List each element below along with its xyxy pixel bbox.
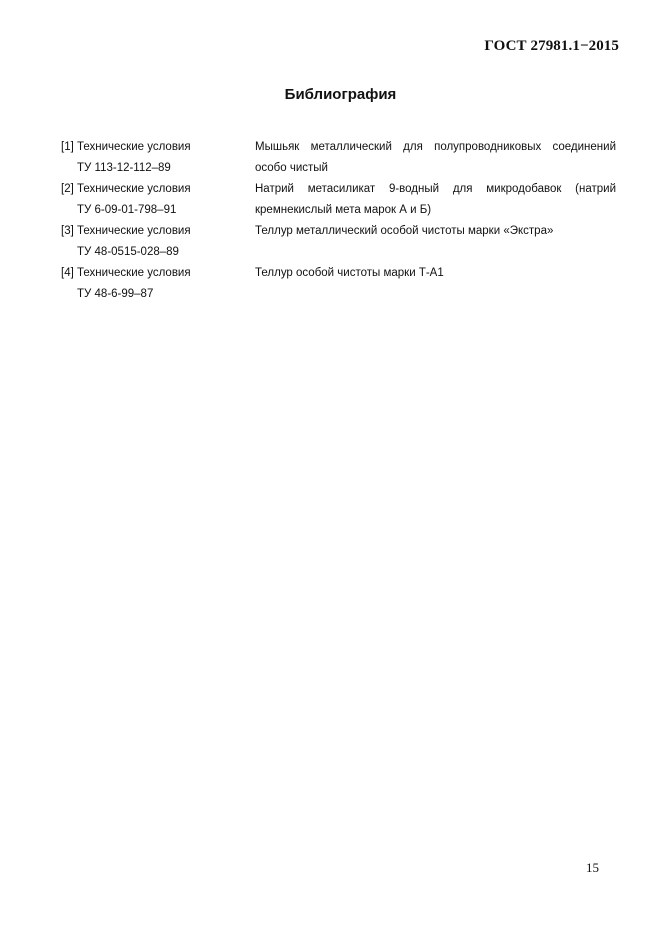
reference-label: [1] Технические условия (61, 141, 191, 153)
reference-code: ТУ 113-12-112–89 (77, 162, 171, 174)
reference-description: Теллур металлический особой чистоты марки «Экстра» (255, 225, 554, 237)
reference-label: [4] Технические условия (61, 267, 191, 279)
bibliography-entry (61, 221, 616, 263)
bibliography-list (61, 137, 616, 305)
reference-label: [2] Технические условия (61, 183, 191, 195)
reference-description: Теллур особой чистоты марки Т-А1 (255, 267, 444, 279)
bibliography-reference (61, 137, 255, 179)
reference-description: Мышьяк металлический для полупроводниковых соединений особо чистый (255, 141, 616, 174)
reference-code: ТУ 48-6-99–87 (77, 288, 154, 300)
bibliography-reference (61, 179, 255, 221)
reference-code: ТУ 48-0515-028–89 (77, 246, 179, 258)
bibliography-entry (61, 137, 616, 179)
bibliography-reference (61, 263, 255, 305)
reference-label: [3] Технические условия (61, 225, 191, 237)
bibliography-entry (61, 179, 616, 221)
page-title: Библиография (284, 86, 397, 103)
bibliography-reference (61, 221, 255, 263)
reference-code: ТУ 6-09-01-798–91 (77, 204, 177, 216)
reference-description: Натрий метасиликат 9-водный для микродобавок (натрий кремнекислый мета марок А и Б) (255, 183, 616, 216)
page-number: 15 (586, 860, 599, 875)
bibliography-entry (61, 263, 616, 305)
standard-designation: ГОСТ 27981.1−2015 (484, 38, 619, 54)
